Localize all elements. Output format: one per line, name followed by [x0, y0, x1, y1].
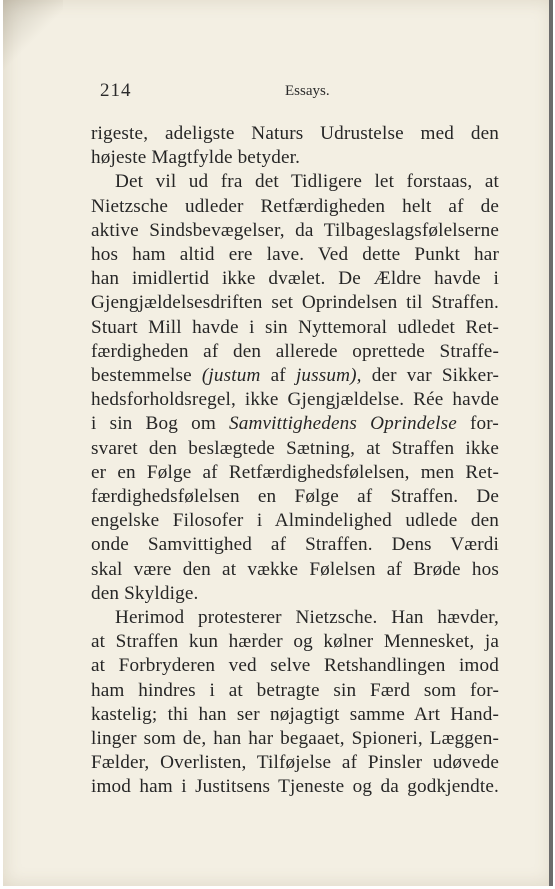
- text-line: [91, 364, 499, 388]
- text-line: engelske Filosofer i Almindelighed udlede den: [91, 510, 499, 532]
- body-text: [91, 122, 499, 800]
- text-segment: der var Sikker-: [361, 365, 500, 387]
- italic-text: Samvittighedens Oprindelse: [229, 413, 457, 435]
- italic-text: (justum: [201, 365, 261, 387]
- page-header: [100, 80, 490, 106]
- text-line: Det vil ud fra det Tidligere let forstaas, at: [115, 171, 499, 193]
- text-line: at Forbryderen ved selve Retshandlingen imod: [91, 655, 499, 677]
- text-line: den Skyldige.: [91, 582, 199, 604]
- text-line: [91, 412, 499, 436]
- text-line: hos ham altid ere lave. Ved dette Punkt har: [91, 244, 499, 266]
- text-line: aktive Sindsbevægelser, da Tilbageslagsfølelserne: [91, 219, 499, 241]
- text-line: ham hindres i at betragte sin Færd som for-: [91, 679, 499, 701]
- text-line: imod ham i Justitsens Tjeneste og da godkjendte.: [91, 776, 499, 798]
- text-line: kastelig; thi han ser nøjagtigt samme Art Hand-: [91, 703, 499, 725]
- running-head: Essays.: [285, 83, 330, 99]
- italic-text: jussum),: [295, 365, 362, 387]
- text-line: højeste Magtfylde betyder.: [91, 147, 301, 169]
- text-line: Nietzsche udleder Retfærdigheden helt af de: [91, 195, 499, 217]
- text-line: han imidlertid ikke dvælet. De Ældre havde i: [91, 268, 499, 290]
- text-line: Herimod protesterer Nietzsche. Han hævder,: [115, 607, 499, 629]
- text-line: hedsforholdsregel, ikke Gjengjældelse. Rée havde: [91, 389, 499, 411]
- text-line: rigeste, adeligste Naturs Udrustelse med den: [91, 123, 499, 144]
- text-line: Fælder, Overlisten, Tilføjelse af Pinsler udøvede: [91, 752, 499, 774]
- text-line: Stuart Mill havde i sin Nyttemoral udledet Ret-: [91, 316, 499, 338]
- text-line: at Straffen kun hærder og kølner Mennesket, ja: [91, 631, 499, 653]
- text-line: færdighedsfølelsen en Følge af Straffen. De: [91, 486, 499, 508]
- text-segment: i sin Bog om: [91, 413, 229, 435]
- page-number: 214: [100, 80, 132, 101]
- text-line: er en Følge af Retfærdighedsfølelsen, men Ret-: [91, 461, 499, 483]
- text-segment: for-: [456, 413, 499, 435]
- text-segment: bestemmelse: [91, 365, 202, 387]
- text-line: linger som de, han har begaaet, Spioneri, Læggen-: [91, 728, 499, 750]
- text-line: onde Samvittighed af Straffen. Dens Værdi: [91, 534, 499, 556]
- text-segment: af: [260, 365, 296, 387]
- text-line: færdigheden af den allerede oprettede Straffe-: [91, 340, 499, 362]
- text-line: svaret den beslægtede Sætning, at Straffen ikke: [91, 437, 499, 459]
- text-line: Gjengjældelsesdriften set Oprindelsen til Straffen.: [91, 292, 499, 314]
- book-page: [3, 0, 553, 886]
- text-line: skal være den at vække Følelsen af Brøde hos: [91, 558, 499, 580]
